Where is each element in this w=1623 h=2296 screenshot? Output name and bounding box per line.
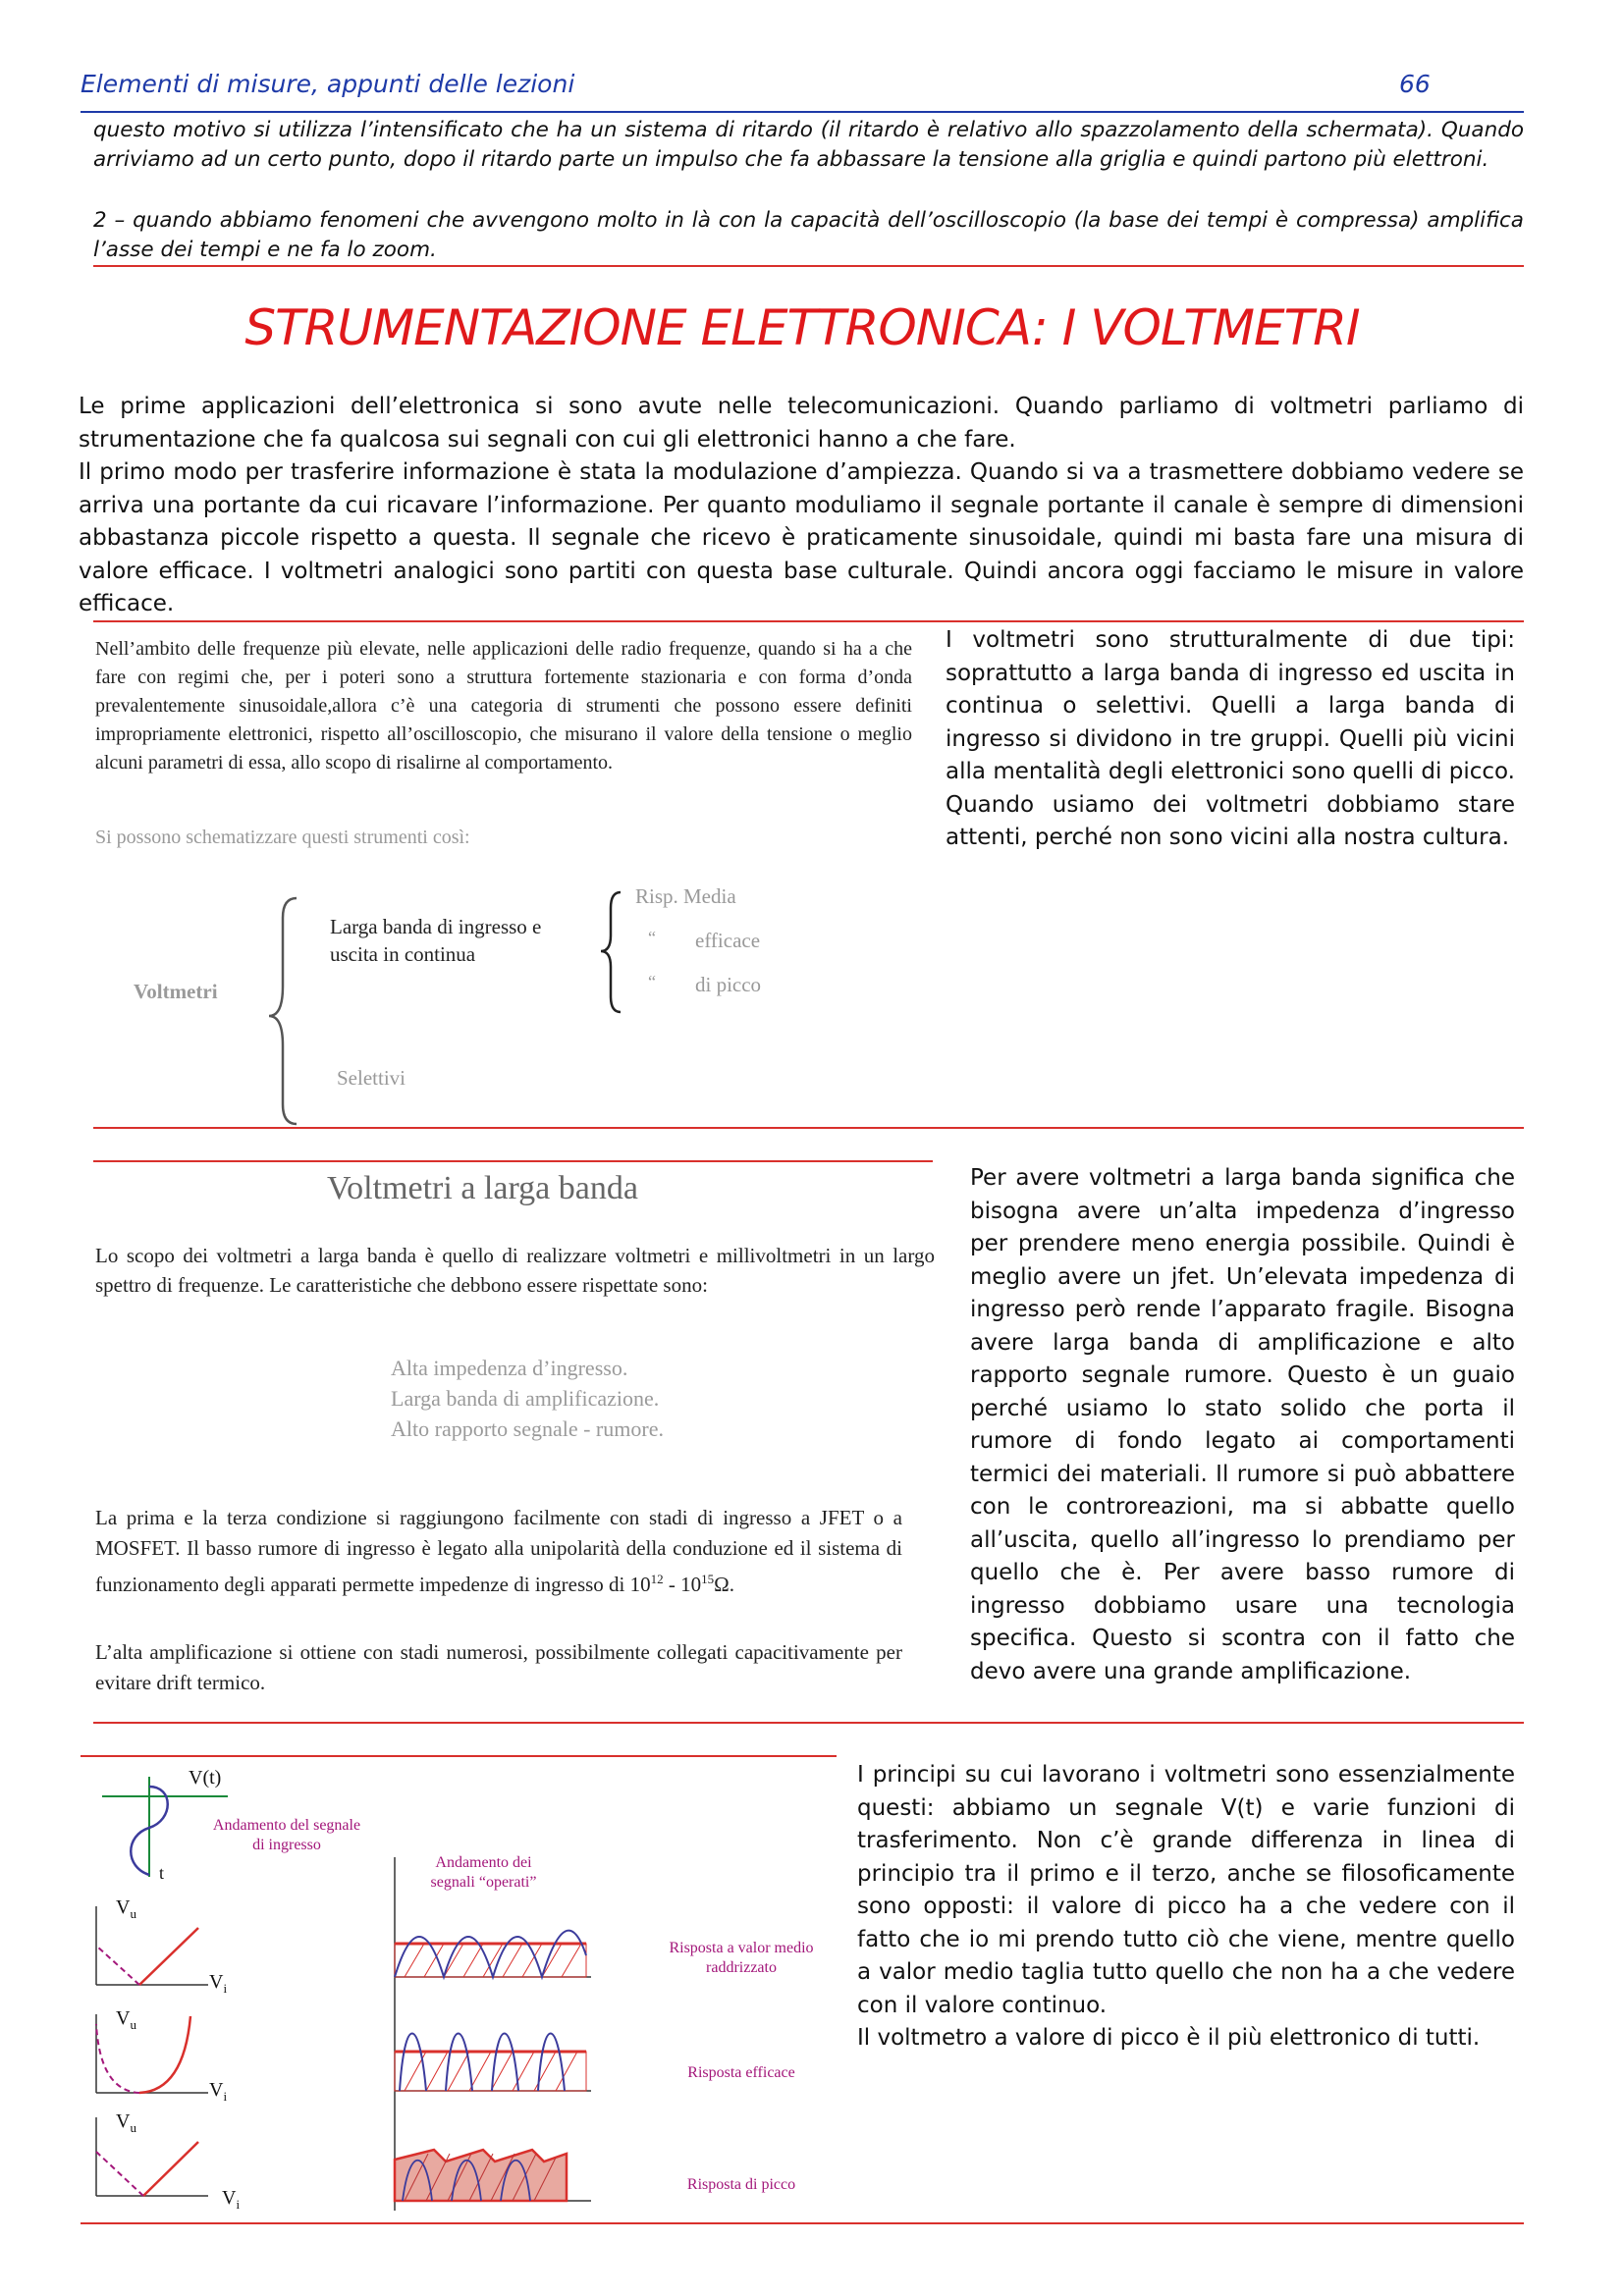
section-title: STRUMENTAZIONE ELETTRONICA: I VOLTMETRI <box>244 299 1360 356</box>
tf2-curve-right <box>139 2016 190 2093</box>
divider <box>81 1755 837 1757</box>
operated-signals-caption: Andamento dei segnali “operati” <box>430 1854 537 1891</box>
divider <box>81 2222 1524 2224</box>
vu-letter: V <box>116 2007 131 2029</box>
tf3-right-arm <box>143 2142 198 2196</box>
tree-branch-larga-banda: Larga banda di ingresso e uscita in continua <box>330 915 542 966</box>
vi-subscript: i <box>223 2089 228 2104</box>
scanned-paragraph: Lo scopo dei voltmetri a larga banda è quello di realizzare voltmetri e millivoltmetri in un largo spettro di frequenze. Le caratteristiche che debbono essere rispettate sono: <box>95 1244 935 1297</box>
tree-leaf-media: Risp. Media <box>635 884 736 908</box>
tf2-curve-left <box>96 2024 139 2093</box>
outer-brace <box>269 898 297 1124</box>
tree-root-voltmetri: Voltmetri <box>134 980 218 1003</box>
intro-paragraph-1: questo motivo si utilizza l’intensificato che ha un sistema di ritardo (il ritardo è relativo allo spazzolamento della schermata). Quando arriviamo ad un certo punto, dopo il ritardo parte un impulso che fa abbassare la tensione alla griglia e quindi partono più elettroni. <box>93 118 1524 172</box>
tf1-left-arm <box>96 1946 139 1985</box>
block3-commentary: I principi su cui lavorano i voltmetri sono essenzialmente questi: abbiamo un segnale V(t) e varie funzioni di trasferimento. Non c’è grande differenza in linea di principio tra il primo e il terzo, anche se filosoficamente sono opposti: il valore di picco ha a che vedere con il fatto che io mi prendo tutto ciò che viene, mentre quello a valor medio taglia tutto quello che non ha a che vedere con il valore continuo. <box>857 1762 1515 2018</box>
tree-leaf-ditto-mark: “ <box>648 972 656 991</box>
vu-label <box>116 2110 136 2136</box>
scanned-paragraph: L’alta amplificazione si ottiene con stadi numerosi, possibilmente collegati capacitivamente per evitare drift termico. <box>95 1640 902 1694</box>
divider <box>93 1722 1524 1724</box>
vi-label <box>222 2187 240 2213</box>
vi-subscript: i <box>236 2197 241 2212</box>
block2-commentary: Per avere voltmetri a larga banda significa che bisogna avere un’alta impedenza d’ingresso per prendere meno energia possibile. Quindi è meglio avere un jfet. Un’elevata impedenza di ingresso però rende l’apparato fragile. Bisogna avere larga banda di amplificazione e alto rapporto segnale rumore. Questo è un guaio perché usiamo lo stato solido che porta il rumore di fondo legato ai comportamenti termici dei materiali. Il rumore si può abbattere con le controreazioni, ma si abbatte quello all’uscita, quello all’ingresso lo prendiamo per quello che è. Per avere basso rumore di ingresso dobbiamo usare una tecnologia specifica. Questo si scontra con il fatto che devo avere una grande amplificazione. <box>970 1165 1515 1684</box>
vu-subscript: u <box>130 1906 136 1921</box>
t-axis-label: t <box>159 1863 165 1883</box>
transfer-functions-figure <box>81 1759 837 2220</box>
inner-brace <box>601 892 621 1012</box>
ohm-unit: Ω. <box>714 1573 735 1596</box>
vu-letter: V <box>116 2110 131 2132</box>
block3-commentary-conclusion: Il voltmetro a valore di picco è il più elettronico di tutti. <box>857 2025 1481 2051</box>
lead-paragraph-1: Le prime applicazioni dell’elettronica si sono avute nelle telecomunicazioni. Quando parliamo di voltmetri parliamo di strumentazione che fa qualcosa sui segnali con cui gli elettronici hanno a che fare. <box>79 394 1524 453</box>
tree-leaf-efficace: efficace <box>695 929 761 952</box>
resp2-squared-wave <box>400 2034 565 2092</box>
divider <box>93 265 1524 267</box>
scanned-paragraph: Nell’ambito delle frequenze più elevate, nelle applicazioni delle radio frequenze, quando si ha a che fare con regimi che, per i poteri sono a struttura fortemente stazionaria e con forma d’onda prevalentemente sinusoidale,allora c’è una categoria di strumenti che possono essere definiti impropriamente elettronici, rispetto all’oscilloscopio, che misurano il valore della tensione o meglio alcuni parametri di essa, allo scopo di risalirne al comportamento. <box>95 638 912 774</box>
input-signal-caption: Andamento del segnale di ingresso <box>212 1817 361 1853</box>
block1-commentary: I voltmetri sono strutturalmente di due tipi: soprattutto a larga banda di ingresso ed uscita in continua o selettivi. Quelli a larga banda di ingresso si dividono in tre gruppi. Quelli più vicini alla mentalità degli elettronici sono quelli di picco. Quando usiamo dei voltmetri dobbiamo stare attenti, perché non sono vicini alla nostra cultura. <box>946 627 1515 850</box>
range-separator: - 10 <box>663 1573 702 1596</box>
divider <box>93 620 1524 622</box>
tree-branch-selettivi: Selettivi <box>337 1066 406 1090</box>
vi-label <box>209 2079 227 2105</box>
response-label-rms: Risposta efficace <box>687 2064 795 2081</box>
resp1-rectified-wave <box>395 1931 586 1977</box>
tf1-right-arm <box>139 1928 198 1985</box>
divider <box>93 1127 1524 1129</box>
subsection-heading: Voltmetri a larga banda <box>327 1170 638 1206</box>
divider <box>93 1160 933 1162</box>
vi-label <box>209 1971 227 1997</box>
vi-letter: V <box>209 2079 224 2101</box>
intro-paragraph-2: 2 – quando abbiamo fenomeni che avvengono molto in là con la capacità dell’oscilloscopio (la base dei tempi è compressa) amplifica l’asse dei tempi e ne fa lo zoom. <box>93 208 1524 262</box>
exponent: 12 <box>650 1572 664 1586</box>
vi-subscript: i <box>223 1981 228 1996</box>
resp2-hatch <box>405 2052 577 2091</box>
vi-letter: V <box>222 2187 237 2209</box>
scanned-intro-line: Si possono schematizzare questi strumenti così: <box>95 827 470 848</box>
exponent: 15 <box>701 1572 715 1586</box>
response-label-average: Risposta a valor medio raddrizzato <box>669 1940 814 1976</box>
scanned-paragraph-impedance <box>95 1503 902 1600</box>
vu-label <box>116 2007 136 2033</box>
impedance-text: La prima e la terza condizione si raggiungono facilmente con stadi di ingresso a JFET o a MOSFET. Il basso rumore di ingresso è legato alla unipolarità della conduzione ed il sistema di funzionamento degli apparati permette impedenze di ingresso di 10 <box>95 1506 902 1596</box>
list-item: Alta impedenza d’ingresso. <box>391 1356 628 1380</box>
vt-label: V(t) <box>189 1767 222 1789</box>
resp1-hatch <box>405 1944 581 1977</box>
list-item: Alto rapporto segnale - rumore. <box>391 1416 664 1441</box>
tf3-left-arm <box>96 2152 143 2196</box>
tree-leaf-ditto-mark: “ <box>648 928 656 947</box>
response-label-peak: Risposta di picco <box>686 2176 796 2193</box>
tree-leaf-picco: di picco <box>695 973 762 996</box>
vu-label <box>116 1896 136 1922</box>
running-header-title: Elementi di misure, appunti delle lezioni <box>81 70 575 98</box>
header-rule <box>81 111 1524 113</box>
vu-subscript: u <box>130 2017 136 2032</box>
lead-paragraph-2: Il primo modo per trasferire informazione è stata la modulazione d’ampiezza. Quando si va a trasmettere dobbiamo vedere se arriva una portante da cui ricavare l’informazione. Per quanto moduliamo il segnale portante il canale è sempre di dimensioni abbastanza piccole rispetto a questa. Il segnale che ricevo è praticamente sinusoidale, quindi mi basta fare una misura di valore efficace. I voltmetri analogici sono partiti con questa base culturale. Quindi ancora oggi facciamo le misure in valore efficace. <box>79 459 1524 616</box>
vu-letter: V <box>116 1896 131 1918</box>
requirements-list <box>391 1353 664 1444</box>
vu-subscript: u <box>130 2120 136 2135</box>
page-number: 66 <box>1399 70 1431 98</box>
vi-letter: V <box>209 1971 224 1993</box>
list-item: Larga banda di amplificazione. <box>391 1386 660 1411</box>
